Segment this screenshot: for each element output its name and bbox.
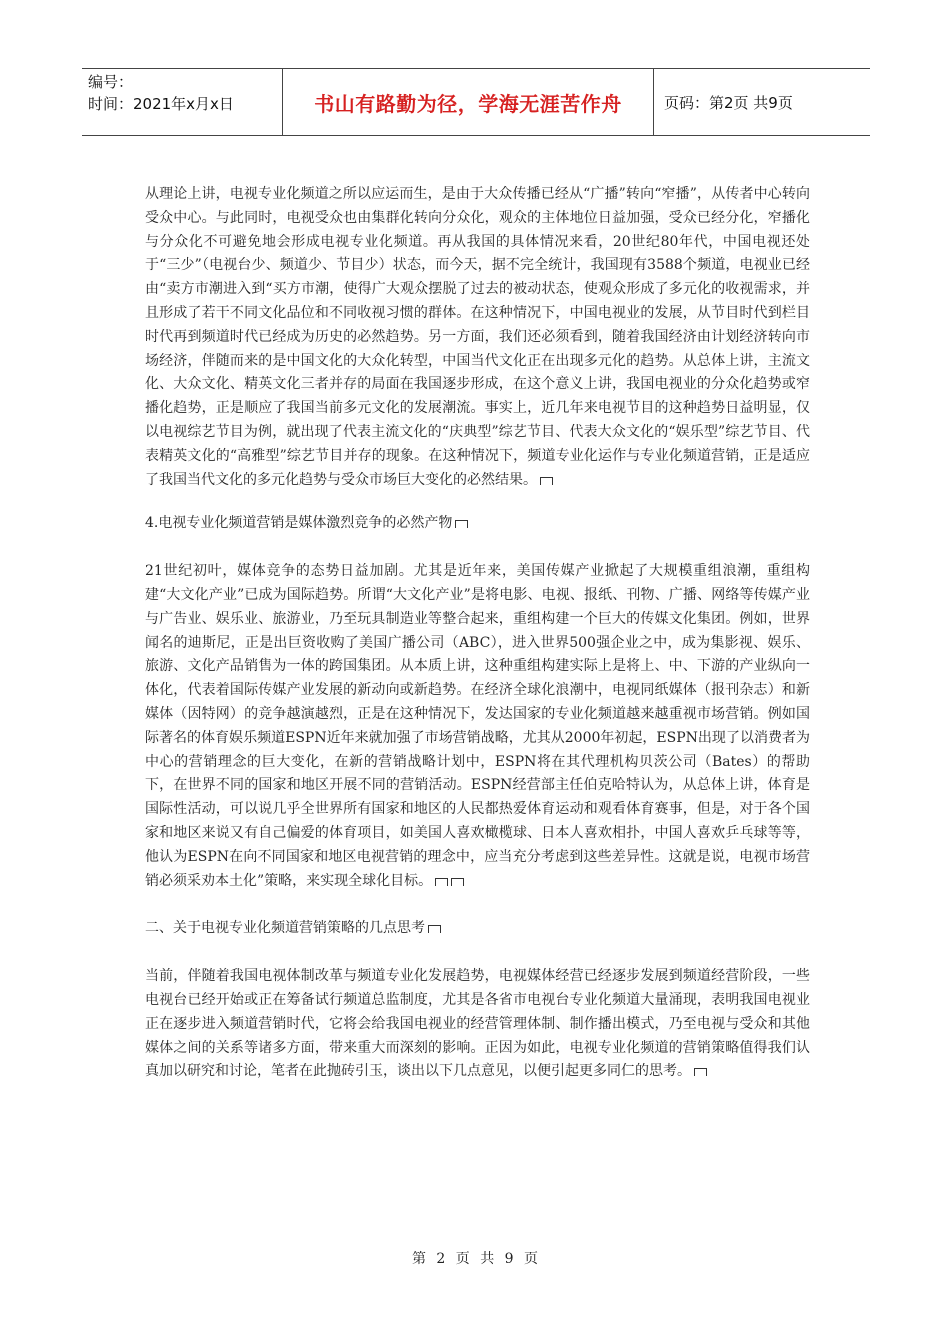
document-header: [82, 68, 870, 136]
paragraph: [145, 560, 810, 893]
section-heading-text: 二、关于电视专业化频道营销策略的几点思考: [145, 920, 425, 937]
paragraph-text: 21世纪初叶，媒体竞争的态势日益加剧。尤其是近年来，美国传媒产业掀起了大规模重组浪潮，重组构建“大文化产业”已成为国际趋势。所谓“大文化产业”是将电影、电视、报纸、刊物、广播、网络等传媒产业与广告业、娱乐业、旅游业，乃至玩具制造业等整合起来，重组构建一个巨大的传媒文化集团。例如，世界闻名的迪斯尼，正是出巨资收购了美国广播公司（ABC），进入世界500强企业之中，成为集影视、娱乐、旅游、文化产品销售为一体的跨国集团。从本质上讲，这种重组构建实际上是将上、中、下游的产业纵向一体化，代表着国际传媒产业发展的新动向或新趋势。在经济全球化浪潮中，电视同纸媒体（报刊杂志）和新媒体（因特网）的竞争越演越烈，正是在这种情况下，发达国家的专业化频道越来越重视市场营销。例如国际著名的体育娱乐频道ESPN近年来就加强了市场营销战略，尤其从2000年初起，ESPN出现了以消费者为中心的营销理念的巨大变化，在新的营销战略计划中，ESPN将在其代理机构贝茨公司（Bates）的帮助下，在世界不同的国家和地区开展不同的营销活动。ESPN经营部主任伯克哈特认为，从总体上讲，体育是国际性活动，可以说几乎全世界所有国家和地区的人民都热爱体育运动和观看体育赛事，但是，对于各个国家和地区来说又有自己偏爱的体育项目，如美国人喜欢橄榄球、日本人喜欢相扑，中国人喜欢乒乓球等等，他认为ESPN在向不同国家和地区电视营销的理念中，应当充分考虑到这些差异性。这就是说，电视市场营销必须采劝本土化”策略，来实现全球化目标。: [145, 563, 810, 889]
header-page-label: 页码：第2页 共9页: [664, 93, 793, 112]
paragraph-text: 当前，伴随着我国电视体制改革与频道专业化发展趋势，电视媒体经营已经逐步发展到频道经营阶段，一些电视台已经开始或正在筹备试行频道总监制度，尤其是各省市电视台专业化频道大量涌现，表明我国电视业正在逐步进入频道营销时代，它将会给我国电视业的经营管理体制、制作播出模式，乃至电视与受众和其他媒体之间的关系等诸多方面，带来重大而深刻的影响。正因为如此，电视专业化频道的营销策略值得我们认真加以研究和讨论，笔者在此抛砖引玉，谈出以下几点意见，以便引起更多同仁的思考。: [145, 968, 810, 1080]
page-footer: 第 2 页 共 9 页: [411, 1251, 539, 1267]
paragraph: [145, 965, 810, 1084]
paragraph-mark-icon: [455, 520, 468, 528]
time-line: 时间：2021年x月x日: [88, 95, 234, 113]
paragraph-mark-icon: [694, 1068, 707, 1076]
section-heading: [145, 917, 810, 941]
section-heading-text: 4.电视专业化频道营销是媒体激烈竞争的必然产物: [145, 515, 453, 532]
paragraph-text: 从理论上讲，电视专业化频道之所以应运而生，是由于大众传播已经从“广播”转向“窄播”，从传者中心转向受众中心。与此同时，电视受众也由集群化转向分众化，观众的主体地位日益加强，受众已经分化，窄播化与分众化不可避免地会形成电视专业化频道。再从我国的具体情况来看，20世纪80年代，中国电视还处于“三少”（电视台少、频道少、节目少）状态，而今天，据不完全统计，我国现有3588个频道，电视业已经由“卖方市潮进入到“买方市潮，使得广大观众摆脱了过去的被动状态，使观众形成了多元化的收视需求，并且形成了若干不同文化品位和不同收视习惯的群体。在这种情况下，中国电视业的发展，从节目时代到栏目时代再到频道时代已经成为历史的必然趋势。另一方面，我们还必须看到，随着我国经济由计划经济转向市场经济，伴随而来的是中国文化的大众化转型，中国当代文化正在出现多元化的趋势。从总体上讲，主流文化、大众文化、精英文化三者并存的局面在我国逐步形成，在这个意义上讲，我国电视业的分众化趋势或窄播化趋势，正是顺应了我国当前多元文化的发展潮流。事实上，近几年来电视节目的这种趋势日益明显，仅以电视综艺节目为例，就出现了代表主流文化的“庆典型”综艺节目、代表大众文化的“娱乐型”综艺节目、代表精英文化的“高雅型”综艺节目并存的现象。在这种情况下，频道专业化运作与专业化频道营销，正是适应了我国当代文化的多元化趋势与受众市场巨大变化的必然结果。: [145, 186, 810, 488]
section-heading: [145, 512, 810, 536]
paragraph-mark-icon: [428, 925, 441, 933]
header-motto: 书山有路勤为径，学海无涯苦作舟: [282, 69, 654, 135]
paragraph-mark-icon: [435, 878, 448, 886]
paragraph-mark-icon: [540, 477, 553, 485]
number-label: 编号：: [88, 73, 134, 91]
paragraph: [145, 183, 810, 492]
paragraph-mark-icon: [451, 878, 464, 886]
header-meta: [82, 69, 282, 135]
document-body: [145, 183, 810, 1084]
